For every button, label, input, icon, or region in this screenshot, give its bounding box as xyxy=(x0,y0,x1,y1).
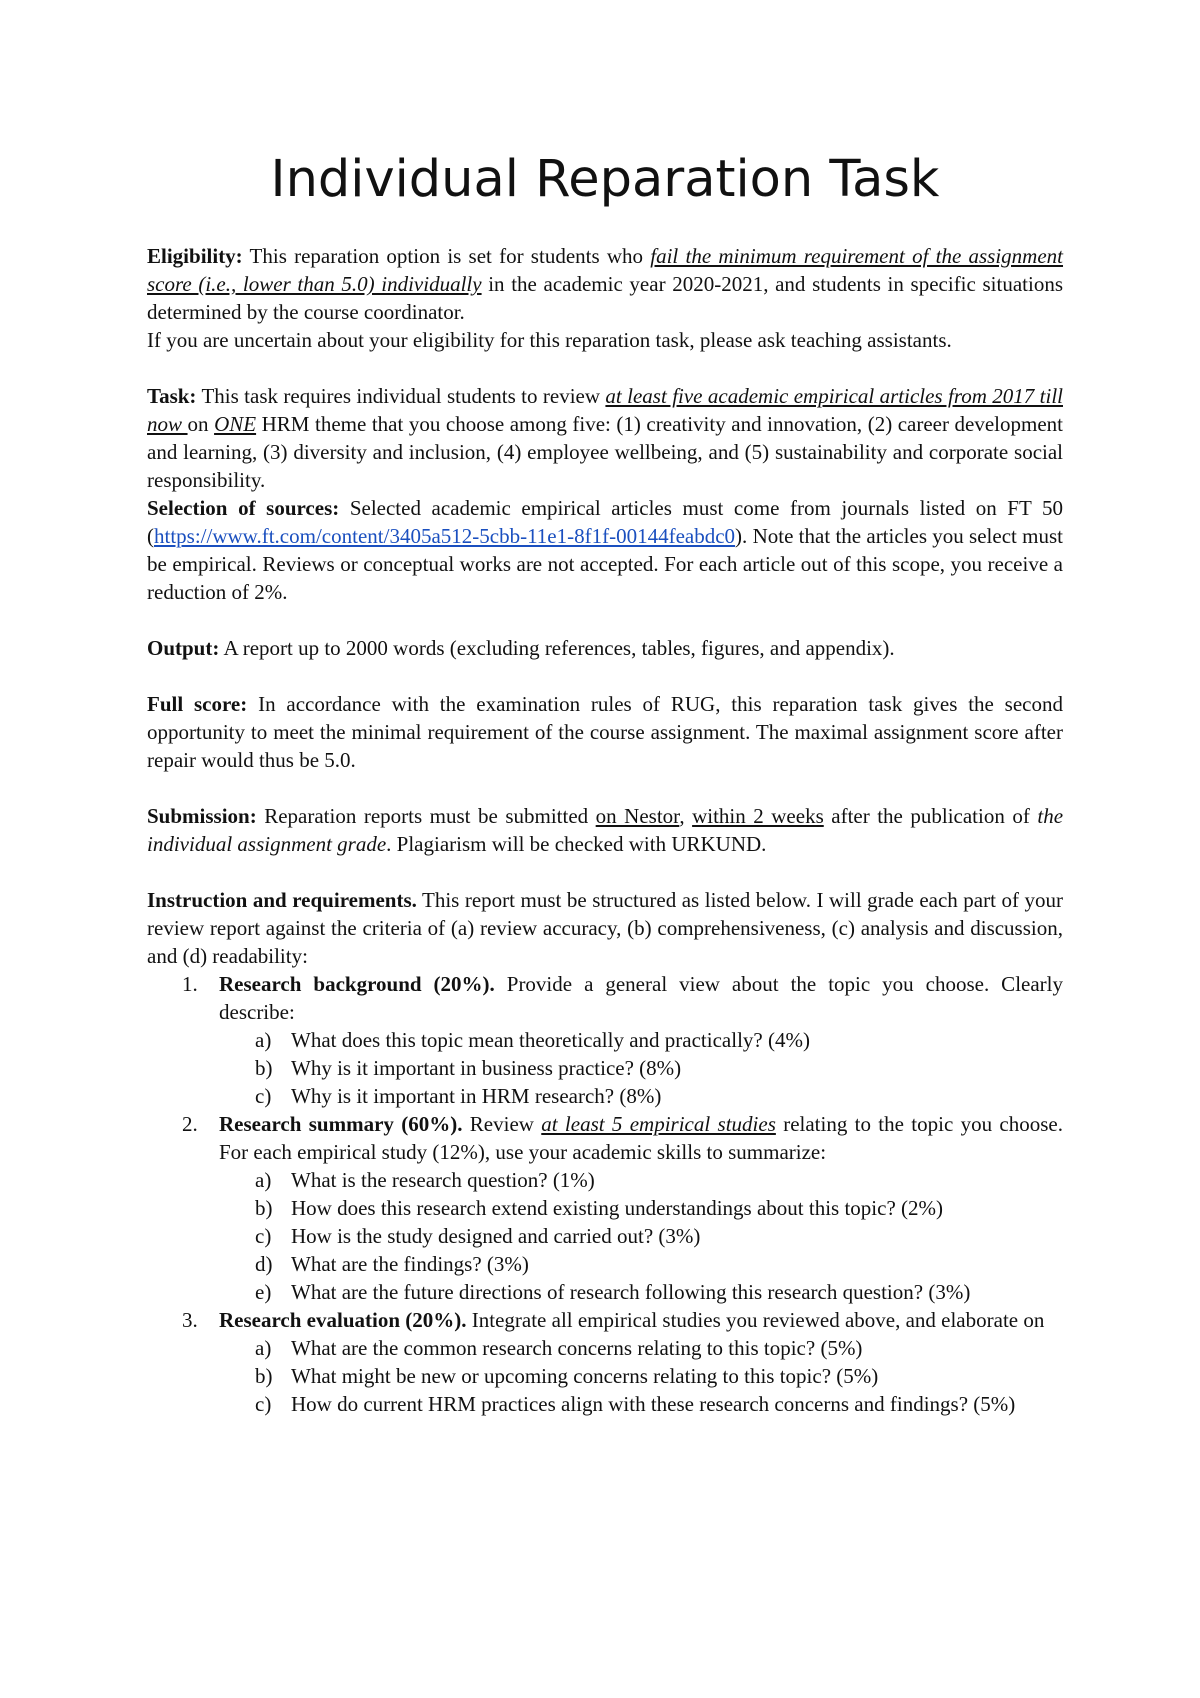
section-sublist xyxy=(219,1166,1063,1306)
section-heading: Research evaluation (20%). xyxy=(219,1308,467,1332)
document-body xyxy=(147,242,1063,1418)
list-item xyxy=(219,1054,1063,1082)
section-sublist xyxy=(219,1026,1063,1110)
task-text-2: on xyxy=(187,412,215,436)
submission-grade: the individual assignment grade xyxy=(147,804,1064,856)
item-text: How does this research extend existing understandings about this topic? (2%) xyxy=(291,1196,944,1220)
full-score-paragraph xyxy=(147,690,1063,774)
submission-deadline: within 2 weeks xyxy=(692,804,824,828)
section-text: Integrate all empirical studies you reviewed above, and elaborate on xyxy=(466,1308,1045,1332)
section-text: Provide a general view about the topic you choose. Clearly describe: xyxy=(219,972,1063,1024)
task-emphasis-one: ONE xyxy=(214,412,257,436)
submission-paragraph xyxy=(147,802,1063,858)
item-letter: a) xyxy=(255,1028,272,1052)
item-letter: b) xyxy=(255,1056,273,1080)
sources-text-2: ). Note that the articles you select must be empirical. Reviews or conceptual works are not accepted. For each article out of this scope, you receive a reduction of 2%. xyxy=(147,524,1063,604)
section-research-summary xyxy=(147,1110,1063,1306)
eligibility-text-1: This reparation option is set for students who xyxy=(242,244,651,268)
item-letter: c) xyxy=(255,1084,272,1108)
output-text: A report up to 2000 words (excluding references, tables, figures, and appendix). xyxy=(219,636,895,660)
list-item xyxy=(219,1222,1063,1250)
section-number: 3. xyxy=(182,1308,198,1332)
item-letter: b) xyxy=(255,1196,273,1220)
item-text: What are the common research concerns relating to this topic? (5%) xyxy=(291,1336,863,1360)
submission-nestor: on Nestor xyxy=(595,804,680,828)
eligibility-label: Eligibility: xyxy=(147,244,243,268)
item-letter: e) xyxy=(255,1280,272,1304)
item-text: Why is it important in business practice? (8%) xyxy=(291,1056,682,1080)
item-text: What does this topic mean theoretically and practically? (4%) xyxy=(291,1028,810,1052)
eligibility-note: If you are uncertain about your eligibility for this reparation task, please ask teaching assistants. xyxy=(147,328,952,352)
item-text: What might be new or upcoming concerns relating to this topic? (5%) xyxy=(291,1364,879,1388)
instruction-label: Instruction and requirements. xyxy=(147,888,417,912)
requirements-list xyxy=(147,970,1063,1418)
section-number: 2. xyxy=(182,1112,198,1136)
list-item xyxy=(219,1194,1063,1222)
task-text-1: This task requires individual students to review xyxy=(196,384,606,408)
list-item xyxy=(219,1026,1063,1054)
list-item xyxy=(219,1250,1063,1278)
eligibility-emphasis: fail the minimum requirement of the assignment score (i.e., lower than 5.0) individually xyxy=(147,244,1064,296)
item-text: What is the research question? (1%) xyxy=(291,1168,595,1192)
sources-paragraph xyxy=(147,494,1063,606)
section-research-evaluation xyxy=(147,1306,1063,1418)
list-item xyxy=(219,1390,1063,1418)
list-item xyxy=(219,1166,1063,1194)
section-heading: Research summary (60%). xyxy=(219,1112,463,1136)
item-text: How is the study designed and carried out? (3%) xyxy=(291,1224,701,1248)
list-item xyxy=(219,1334,1063,1362)
section-text: Review xyxy=(462,1112,542,1136)
submission-text-1: Reparation reports must be submitted xyxy=(256,804,596,828)
task-emphasis-articles: at least five academic empirical articles from 2017 till now xyxy=(147,384,1063,436)
item-text: How do current HRM practices align with these research concerns and findings? (5%) xyxy=(291,1392,1016,1416)
item-text: What are the future directions of research following this research question? (3%) xyxy=(291,1280,971,1304)
list-item xyxy=(219,1362,1063,1390)
eligibility-text-2: in the academic year 2020-2021, and students in specific situations determined by the course coordinator. xyxy=(147,272,1063,324)
list-item xyxy=(219,1278,1063,1306)
page-title: Individual Reparation Task xyxy=(270,150,940,209)
ft50-link[interactable]: https://www.ft.com/content/3405a512-5cbb-11e1-8f1f-00144feabdc0 xyxy=(154,524,736,548)
item-text: Why is it important in HRM research? (8%) xyxy=(291,1084,662,1108)
instruction-paragraph xyxy=(147,886,1063,970)
section-number: 1. xyxy=(182,972,198,996)
output-paragraph xyxy=(147,634,1063,662)
item-letter: c) xyxy=(255,1224,272,1248)
section-text-2: relating to the topic you choose. For each empirical study (12%), use your academic skills to summarize: xyxy=(219,1112,1063,1164)
eligibility-paragraph xyxy=(147,242,1063,326)
item-letter: c) xyxy=(255,1392,272,1416)
full-score-text: In accordance with the examination rules of RUG, this reparation task gives the second opportunity to meet the minimal requirement of the course assignment. The maximal assignment score after repair would thus be 5.0. xyxy=(147,692,1063,772)
task-text-3: HRM theme that you choose among five: (1) creativity and innovation, (2) career development and learning, (3) diversity and inclusion, (4) employee wellbeing, and (5) sustainability and corporate social responsibility. xyxy=(147,412,1063,492)
item-letter: a) xyxy=(255,1336,272,1360)
item-letter: b) xyxy=(255,1364,273,1388)
task-paragraph xyxy=(147,382,1063,494)
section-emphasis: at least 5 empirical studies xyxy=(541,1112,776,1136)
item-letter: a) xyxy=(255,1168,272,1192)
full-score-label: Full score: xyxy=(147,692,248,716)
submission-text-4: . Plagiarism will be checked with URKUND. xyxy=(386,832,767,856)
item-letter: d) xyxy=(255,1252,273,1276)
item-text: What are the findings? (3%) xyxy=(291,1252,529,1276)
list-item xyxy=(219,1082,1063,1110)
section-heading: Research background (20%). xyxy=(219,972,495,996)
sources-label: Selection of sources: xyxy=(147,496,340,520)
section-sublist xyxy=(219,1334,1063,1418)
output-label: Output: xyxy=(147,636,220,660)
task-label: Task: xyxy=(147,384,197,408)
submission-text-3: after the publication of xyxy=(823,804,1038,828)
sources-text-1: Selected academic empirical articles must come from journals listed on FT 50 ( xyxy=(147,496,1064,548)
instruction-text: This report must be structured as listed below. I will grade each part of your review report against the criteria of (a) review accuracy, (b) comprehensiveness, (c) analysis and discussion, and (d) readability: xyxy=(147,888,1063,968)
submission-text-2: , xyxy=(679,804,693,828)
submission-label: Submission: xyxy=(147,804,257,828)
section-research-background xyxy=(147,970,1063,1110)
